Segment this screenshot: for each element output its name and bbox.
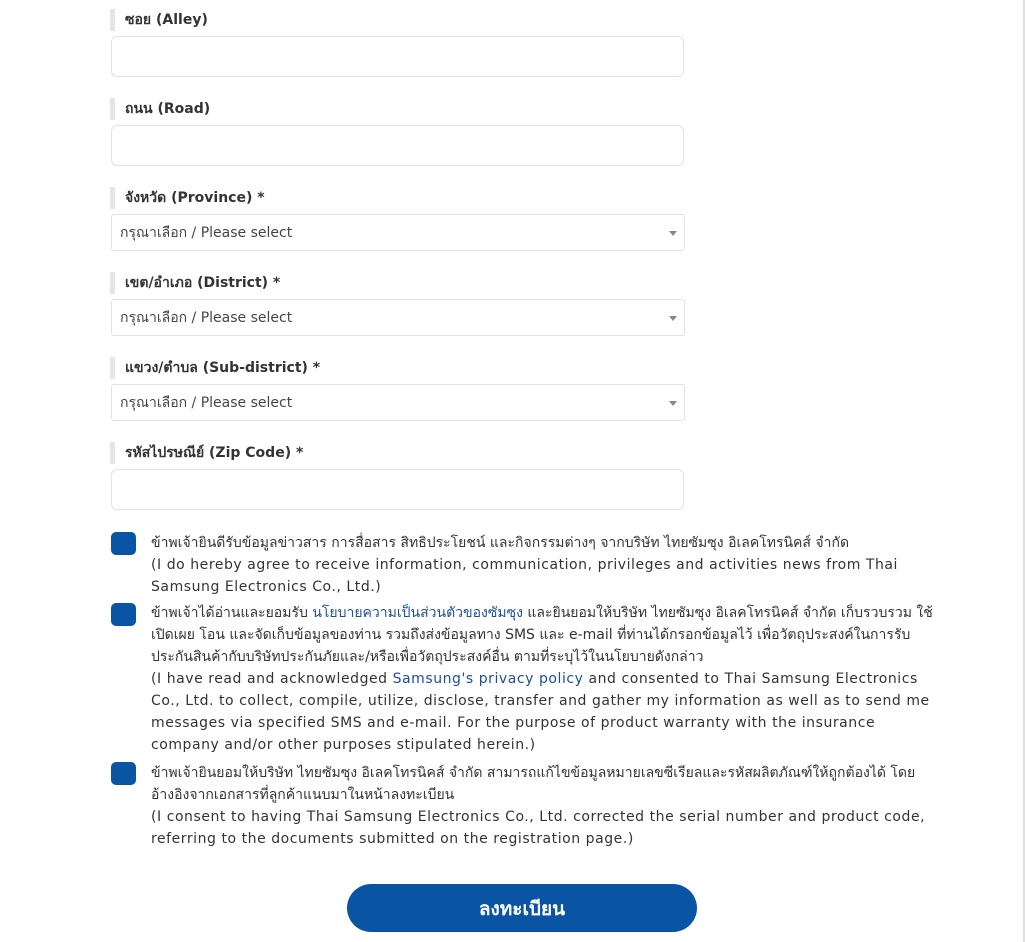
subdistrict-selected-value: กรุณาเลือก / Please select (120, 395, 293, 411)
consent-privacy-english (151, 668, 941, 756)
consent-serial-correction-thai: ข้าพเจ้ายินยอมให้บริษัท ไทยซัมซุง อิเลคโทรนิคส์ จำกัด สามารถแก้ไขข้อมูลหมายเลขซีเรียลและรหัสผลิตภัณฑ์ให้ถูกต้องได้ โดยอ้างอิงจากเอกสารที่ลูกค้าแนบมาในหน้าลงทะเบียน (151, 765, 916, 803)
subdistrict-select[interactable] (111, 384, 685, 421)
consent-privacy-english-rest: and consented to Thai Samsung Electronics Co., Ltd. to collect, compile, utilize, disclose, transfer and gather my information as well as to send me messages via specified SMS and e-mail. For the purpose of product warranty with the insurance company and/or other purposes stipulated herein.) (151, 671, 930, 753)
privacy-policy-link-english[interactable]: Samsung's privacy policy (392, 671, 584, 687)
caret-down-icon (669, 231, 677, 236)
consent-privacy-checkbox[interactable] (111, 603, 136, 626)
province-selected-value: กรุณาเลือก / Please select (120, 225, 293, 241)
consent-serial-correction-english: (I consent to having Thai Samsung Electronics Co., Ltd. corrected the serial number and product code, referring to the documents submitted on the registration page.) (151, 809, 926, 847)
consent-news-english: (I do hereby agree to receive information, communication, privileges and activities news from Thai Samsung Electronics Co., Ltd.) (151, 557, 899, 595)
road-input[interactable] (111, 125, 684, 166)
consent-news-thai: ข้าพเจ้ายินดีรับข้อมูลข่าวสาร การสื่อสาร สิทธิประโยชน์ และกิจกรรมต่างๆ จากบริษัท ไทยซัมซุง อิเลคโทรนิคส์ จำกัด (151, 535, 850, 551)
caret-down-icon (669, 316, 677, 321)
consent-serial-correction-text (151, 762, 941, 850)
privacy-policy-link-thai[interactable]: นโยบายความเป็นส่วนตัวของซัมซุง (312, 605, 523, 621)
register-button[interactable]: ลงทะเบียน (347, 884, 697, 932)
consent-privacy-english-intro: (I have read and acknowledged (151, 671, 393, 687)
consent-news-checkbox[interactable] (111, 532, 136, 555)
alley-label: ซอย (Alley) (110, 9, 208, 31)
district-selected-value: กรุณาเลือก / Please select (120, 310, 293, 326)
district-label: เขต/อำเภอ (District) * (110, 272, 280, 294)
consent-news-text (151, 532, 941, 598)
caret-down-icon (669, 401, 677, 406)
zip-code-input[interactable] (111, 469, 684, 510)
consent-serial-correction-checkbox[interactable] (111, 762, 136, 785)
road-label: ถนน (Road) (110, 98, 210, 120)
zip-code-label: รหัสไปรษณีย์ (Zip Code) * (110, 442, 303, 464)
province-select[interactable] (111, 214, 685, 251)
consent-privacy-thai (151, 602, 941, 668)
consent-privacy-thai-intro: ข้าพเจ้าได้อ่านและยอมรับ (151, 605, 313, 621)
consent-privacy-thai-rest: และยินยอมให้บริษัท ไทยซัมซุง อิเลคโทรนิคส์ จำกัด เก็บรวบรวม ใช้ เปิดเผย โอน และจัดเก็บข้อมูลของท่าน รวมถึงส่งข้อมูลทาง SMS และ e-mail ที่ท่านได้กรอกข้อมูลไว้ เพื่อวัตถุประสงค์ในการรับประกันสินค้ากับบริษัทประกันภัยและ/หรือเพื่อวัตถุประสงค์อื่น ตามที่ระบุไว้ในนโยบายดังกล่าว (151, 605, 933, 665)
alley-input[interactable] (111, 36, 684, 77)
consent-privacy-text (151, 602, 941, 756)
subdistrict-label: แขวง/ตำบล (Sub-district) * (110, 357, 320, 379)
district-select[interactable] (111, 299, 685, 336)
province-label: จังหวัด (Province) * (110, 187, 265, 209)
